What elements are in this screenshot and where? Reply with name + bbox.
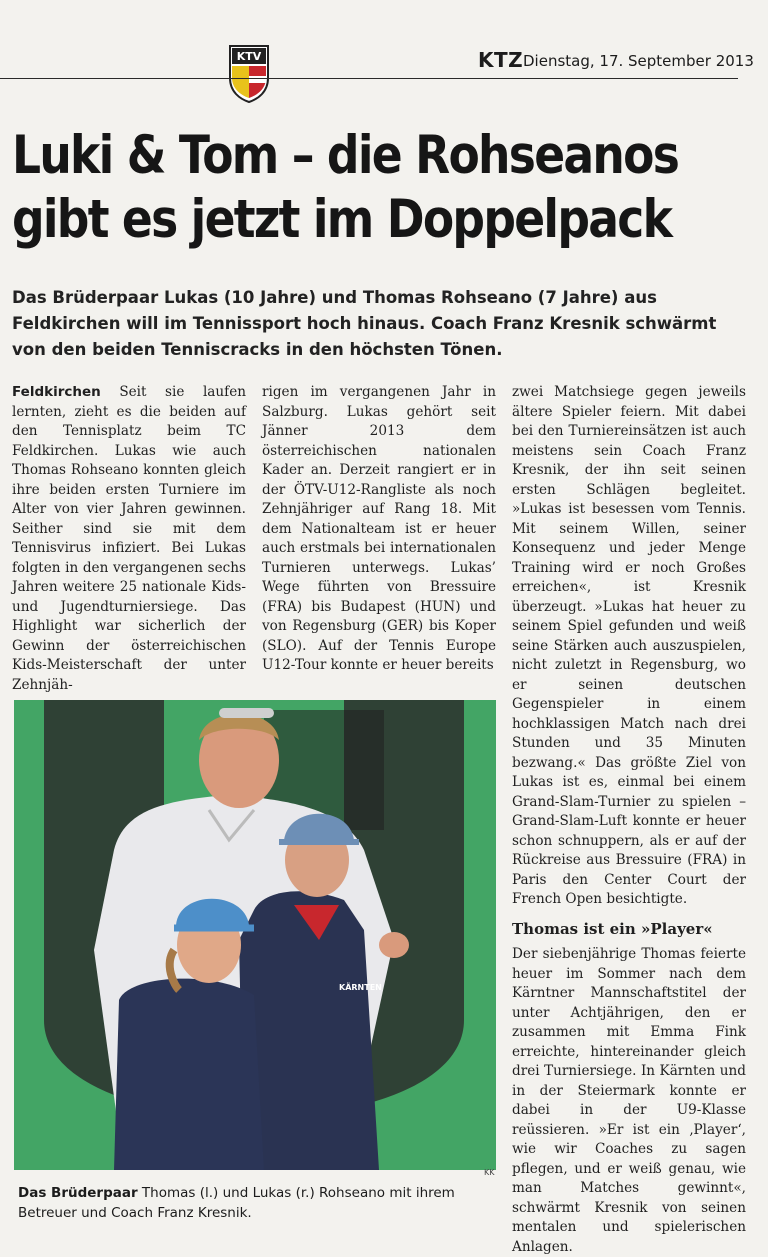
column-1-text: Seit sie laufen lernten, zieht es die beiden auf den Tennisplatz beim TC Feldkirchen. Lukas wie auch Thomas Rohseano konnten gleich ihre beiden ersten Turniere im Alter von vier Jahren gewinnen. Seither sind sie mit dem Tennisvirus infiziert. Bei Lukas folgten in den vergangenen sechs Jahren weitere 25 nationale Kids- und Jugendturniersiege. Das Highlight war sicherlich der Gewinn der österreichischen Kids-Meisterschaft der unter Zehnjäh- — [12, 384, 247, 693]
section-subtitle: Thomas ist ein »Player« — [512, 919, 713, 938]
jacket-text: KÄRNTEN — [339, 983, 382, 992]
dateline: Feldkirchen — [12, 384, 101, 400]
column-3-text: zwei Matchsiege gegen jeweils ältere Spieler feiern. Mit dabei bei den Turniereinsätzen ist auch meistens sein Coach Franz Kresnik, der ihn seit seinen ersten Schlägen begleitet. »Lukas ist besessen vom Tennis. Mit seinem Willen, seiner Konsequenz und jeder Menge Training wird er noch Großes erreichen«, ist Kresnik überzeugt. »Lukas hat heuer zu seinem Spiel gefunden und weiß seine Stärken auch auszuspielen, nicht zuletzt in Regensburg, wo er seinen deutschen Gegenspieler in einem hochklassigen Match nach drei Stunden und 35 Minuten bezwang.« Das größte Ziel von Lukas ist es, einmal bei einem Grand-Slam-Turnier zu spielen – Grand-Slam-Luft konnte er heuer schon schnuppern, als er auf der Rückreise aus Bressuire (FRA) in Paris den Center Court der French Open besichtigte. — [512, 384, 746, 907]
column-3-text-2: Der siebenjährige Thomas feierte heuer im Sommer nach dem Kärntner Mannschaftstitel der unter Achtjährigen, den er zusammen mit Emma Fink erreichte, hintereinander gleich drei Turniersiege. In Kärnten und in der Steiermark konnte er dabei in der U9-Klasse reüssieren. »Er ist ein ‚Player‘, wie wir Coaches zu sagen pflegen, und er weiß genau, wie man Matches gewinnt«, schwärmt Kresnik von seinen mentalen und spielerischen Anlagen. — [512, 946, 746, 1255]
caption-lead: Das Brüderpaar — [18, 1185, 138, 1201]
headline-line-2: gibt es jetzt im Doppelpack — [12, 189, 672, 250]
photo-caption — [18, 1183, 498, 1223]
caption-text: Thomas (l.) und Lukas (r.) Rohseano mit ihrem Betreuer und Coach Franz Kresnik. — [18, 1185, 455, 1221]
headline-line-1: Luki & Tom – die Rohseanos — [12, 125, 679, 186]
article-column-2 — [262, 383, 496, 676]
subheadline: Das Brüderpaar Lukas (10 Jahre) und Thomas Rohseano (7 Jahre) aus Feldkirchen will im Tennissport hoch hinaus. Coach Franz Kresnik schwärmt von den beiden Tenniscracks in den höchsten Tönen. — [12, 288, 717, 359]
article-column-1 — [12, 383, 246, 695]
article-photo — [14, 700, 496, 1170]
logo-text: KTV — [236, 50, 262, 63]
paper-name: KTZ — [478, 48, 524, 72]
photo-credit: KK — [484, 1168, 495, 1177]
issue-date: Dienstag, 17. September 2013 — [523, 52, 754, 70]
club-logo — [228, 44, 270, 104]
header-rule — [0, 78, 738, 79]
headline — [12, 124, 743, 252]
article-column-3 — [512, 383, 746, 1255]
column-2-text: rigen im vergangenen Jahr in Salzburg. Lukas gehört seit Jänner 2013 dem österreichischen nationalen Kader an. Derzeit rangiert er in der ÖTV-U12-Rangliste als noch Zehnjähriger auf Rang 18. Mit dem Nationalteam ist er heuer auch erstmals bei internationalen Turnieren unterwegs. Lukas’ Wege führten von Bressuire (FRA) bis Budapest (HUN) und von Regensburg (GER) bis Koper (SLO). Auf der Tennis Europe U12-Tour konnte er heuer bereits — [262, 384, 496, 673]
